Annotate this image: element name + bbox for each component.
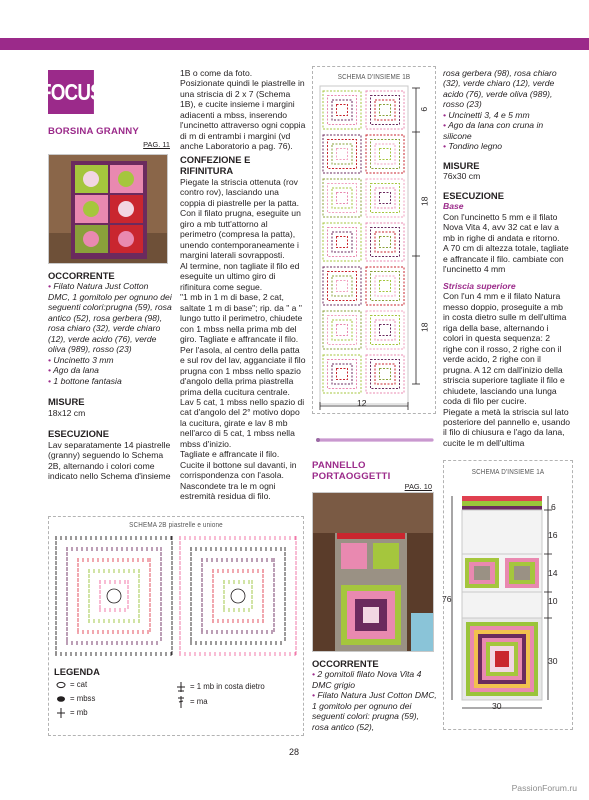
base-title: Base (443, 201, 464, 212)
pannello-esecuzione-title: ESECUZIONE (443, 189, 504, 201)
col4-continued: rosa gerbera (98), rosa chiaro (32), verde chiaro (12), verde acido (76), verde oliva (989), rosso (23) (443, 68, 557, 110)
schema-1a-height: 76 (442, 594, 452, 604)
schema-1a-title: SCHEMA D'INSIEME 1A (471, 467, 545, 476)
instructions-column (180, 68, 306, 502)
borsina-esecuzione-title: ESECUZIONE (48, 428, 109, 440)
pannello-header (312, 460, 432, 482)
schema-1b-dim-mid: 18 (419, 196, 430, 207)
pannello-occorrente-title: OCCORRENTE (312, 658, 379, 669)
pannello-page-ref: PAG. 10 (404, 482, 432, 491)
confezione-p4: Per l'asola, al centro della patta e sul rov del lav, agganciate il filo prugna con 1 mbss nello spazio d'angolo della prima piastrella prima della cucitura centrale. (180, 344, 306, 397)
materials-column (443, 68, 571, 448)
col4-tool-1: • Uncinetti 3, 4 e 5 mm (443, 109, 530, 120)
pannello-text (312, 658, 438, 732)
cat-symbol-icon (56, 681, 66, 689)
confezione-title: CONFEZIONE E RIFINITURA (180, 153, 251, 177)
crochet-hook-icon (314, 434, 436, 446)
borsina-misure: 18x12 cm (48, 407, 86, 418)
confezione-p5: Lav 5 cat, 1 mbss nello spazio di cat d'angolo del 2° motivo dopo la cucitura, girate e lav 8 mb nell'arco di 5 cat, 1 mbss nella mbss d'inizio. (180, 396, 305, 449)
legend-mb-label: = mb (70, 708, 88, 718)
mb-symbol-icon (56, 708, 66, 718)
borsina-occorrente-3: • Ago da lana (48, 365, 99, 376)
striscia-text: Con l'un 4 mm e il filato Natura messo doppio, proseguite a mb in costa dietro sulle m dell'ultima riga della base, alternando i colori in questa sequenza: 2 righe con il rosso, 2 righe con il verde acido, 2 righe con il prugna. A 12 cm dall'inizio della striscia superiore tagliate il filo e chiudete, lasciando una lunga coda di filo per cucire. Piegate a metà la striscia sul lato posteriore del pannello e, usando il filo di chiusura e l'ago da lana, cucite le m dell'ultima (443, 291, 571, 448)
watermark: PassionForum.ru (511, 782, 577, 793)
borsina-occorrente-2: • Uncinetto 3 mm (48, 354, 114, 365)
pannello-illustration (313, 493, 434, 652)
borsina-occorrente-title: OCCORRENTE (48, 270, 115, 281)
confezione-p7: Cucite il bottone sul davanti, in corrispondenza con l'asola. (180, 459, 297, 481)
borsina-occorrente-4: • 1 bottone fantasia (48, 375, 122, 386)
pannello-occorrente-1: • 2 gomitoli filato Nova Vita 4 DMC grigio (312, 669, 422, 690)
pannello-title: PANNELLO PORTAOGGETTI (312, 460, 391, 483)
borsina-misure-title: MISURE (48, 396, 85, 408)
schema-1b-title: SCHEMA D'INSIEME 1B (337, 72, 411, 81)
schema-1a-dim-2: 16 (548, 530, 558, 540)
schema-1a-dim-3: 14 (548, 568, 558, 578)
col4-tool-3: • Tondino legno (443, 141, 503, 152)
schema-1a-dim-5: 30 (548, 656, 558, 666)
schema-1b-dim-top: 6 (419, 106, 430, 112)
col2-intro: 1B o come da foto. Posizionate quindi le piastrelle in una striscia di 2 x 7 (Schema 1B), e cucite insieme i margini adiacenti a mbss, inserendo l'uncinetto attraverso ogni coppia di m di entrambi i margini (vd anche Laboratorio a pag. 76). (180, 68, 306, 152)
borsina-column (48, 126, 170, 149)
confezione-p2: Al termine, non tagliate il filo ed eseguite un ultimo giro di rifinitura come segue. (180, 260, 300, 292)
borsina-photo (48, 154, 168, 264)
pannello-occorrente-2: • Filato Natura Just Cotton DMC, 1 gomitolo per ognuno dei seguenti colori: prugna (59), rosa antico (52), (312, 690, 437, 732)
borsina-esecuzione: Lav separatamente 14 piastrelle (granny) seguendo lo Schema 2B, alternando i colori come indicato nello Schema d'insieme (48, 439, 171, 482)
confezione-p3: "1 mb in 1 m di base, 2 cat, saltate 1 m di base"; rip. da " a " lungo tutto il perimetro, chiudete con 1 mbss nella prima mb del giro. Tagliate e affrancate il filo. (180, 292, 303, 345)
borsina-title: BORSINA GRANNY (48, 126, 139, 137)
mb-costa-symbol-icon (176, 682, 186, 692)
confezione-p6: Tagliate e affrancate il filo. (180, 449, 280, 460)
schema-1a-dim-4: 10 (548, 596, 558, 606)
striscia-title: Striscia superiore (443, 280, 516, 291)
legend-mb-costa-label: = 1 mb in costa dietro (190, 682, 265, 692)
pannello-misure-title: MISURE (443, 159, 480, 171)
pannello-misure: 76x30 cm (443, 171, 481, 182)
mbss-symbol-icon (56, 695, 66, 703)
col4-tool-2: • Ago da lana con cruna in silicone (443, 120, 544, 141)
section-label: FOCUS (48, 70, 94, 114)
legend-cat-label: = cat (70, 680, 88, 689)
legend-mb-costa (176, 682, 265, 692)
borsina-page-ref: PAG. 11 (143, 139, 170, 149)
legend-cat (56, 680, 87, 690)
borsina-text (48, 270, 172, 482)
schema-1b-dim-width: 12 (357, 398, 367, 408)
legend-mbss-label: = mbss (70, 694, 96, 703)
confezione-p1: Piegate la striscia ottenuta (rov contro rov), lasciando una coppia di piastrelle per la patta. Con il filato prugna, eseguite un giro a mb tutt'attorno al perimetro (compresa la patta), unendo contemporaneamente i margini laterali sovrapposti. (180, 176, 301, 261)
ma-symbol-icon (176, 696, 186, 708)
schema-2b-diagram (52, 534, 300, 658)
schema-2b-title: SCHEMA 2B piastrelle e unione (129, 520, 223, 529)
schema-1a-dim-1: 6 (551, 502, 556, 512)
page-number: 28 (289, 747, 300, 757)
borsina-illustration (49, 155, 168, 264)
base-text: Con l'uncinetto 5 mm e il filato Nova Vita 4, avv 32 cat e lav a mb in righe di andata e ritorno. A 70 cm di altezza totale, tagliate e affrancate il filo. cambiate con l'uncinetto 4 mm (443, 211, 569, 275)
pannello-photo (312, 492, 434, 652)
legend-ma-label: = ma (190, 697, 208, 707)
borsina-occorrente-1: • Filato Natura Just Cotton DMC, 1 gomitolo per ognuno dei seguenti colori:prugna (59), rosa antico (52), rosa gerbera (98), rosa chiaro (32), verde chiaro (12), verde acido (76), verde oliva (989), rosso (23) (48, 281, 172, 355)
confezione-p8: Nascondete tra le m ogni estremità residua di filo. (180, 480, 276, 502)
legend-mb (56, 708, 88, 718)
legenda-title: LEGENDA (54, 666, 100, 677)
legend-ma (176, 696, 208, 708)
schema-1b-diagram (318, 84, 430, 412)
schema-1a-width: 30 (492, 701, 502, 711)
schema-1b-dim-bot: 18 (419, 322, 430, 333)
header-band (0, 38, 589, 50)
legend-mbss (56, 694, 95, 704)
